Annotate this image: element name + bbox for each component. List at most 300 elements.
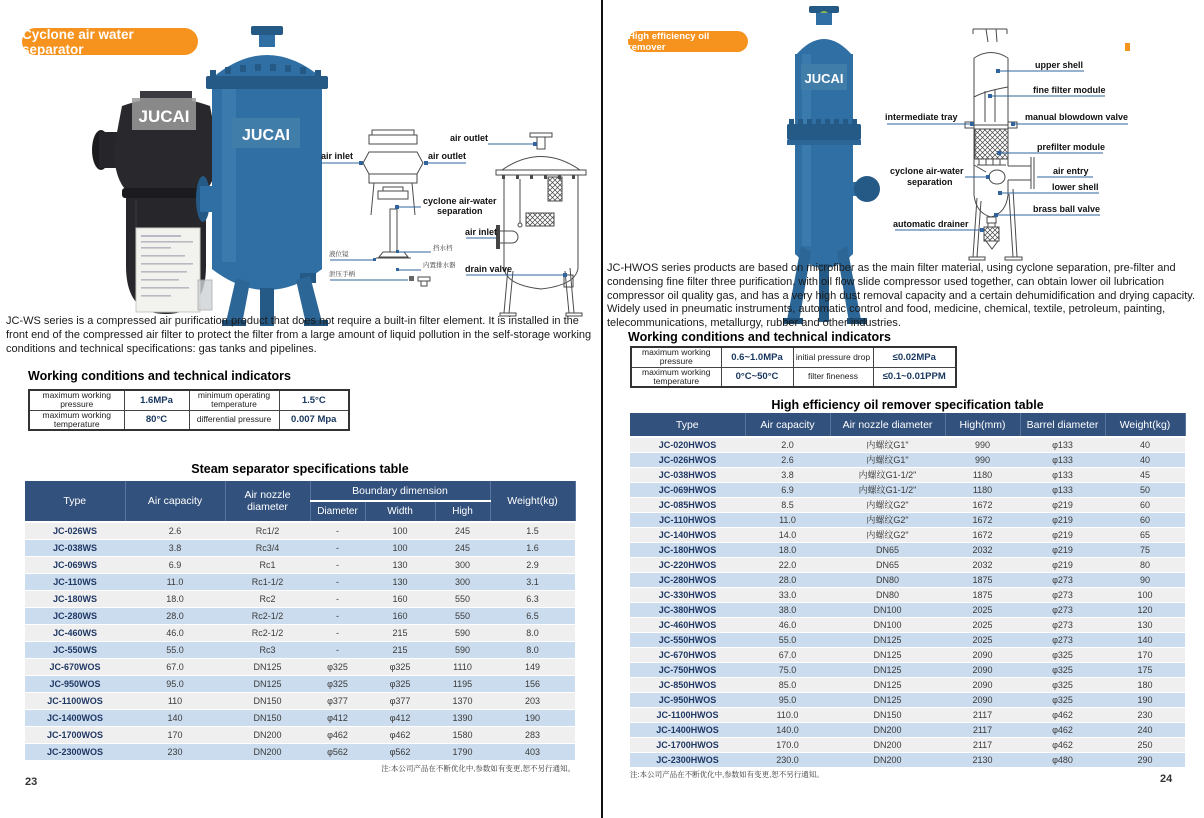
table-row [25, 675, 575, 692]
cell-barrel-diameter: φ219 [1020, 557, 1105, 572]
condition-value: 1.5°C [279, 390, 349, 410]
table-row [25, 522, 575, 539]
label-water-baffle: 挡水档 [433, 244, 453, 252]
cell-width: φ462 [365, 726, 435, 743]
cell-nozzle-diameter: DN200 [830, 737, 945, 752]
condition-value: 0°C~50°C [721, 367, 793, 387]
working-conditions-table [630, 346, 957, 388]
cell-type: JC-2300HWOS [630, 752, 745, 767]
condition-value: 1.6MPa [124, 390, 189, 410]
cell-weight: 40 [1105, 437, 1185, 452]
condition-value: ≤0.1~0.01PPM [873, 367, 956, 387]
cell-barrel-diameter: φ133 [1020, 437, 1105, 452]
cell-air-capacity: 14.0 [745, 527, 830, 542]
cell-width: φ377 [365, 692, 435, 709]
table-row [630, 482, 1185, 497]
cell-weight: 250 [1105, 737, 1185, 752]
label-fine-filter-module: fine filter module [1033, 85, 1106, 95]
cell-type: JC-085HWOS [630, 497, 745, 512]
table-row [630, 692, 1185, 707]
cell-high: 1110 [435, 658, 490, 675]
section-badge-oil-remover [628, 31, 748, 52]
cell-air-capacity: 6.9 [125, 556, 225, 573]
cell-weight: 8.0 [490, 641, 575, 658]
cell-air-capacity: 230 [125, 743, 225, 760]
cell-high: 590 [435, 624, 490, 641]
cell-type: JC-026HWOS [630, 452, 745, 467]
cell-air-capacity: 55.0 [125, 641, 225, 658]
cell-high: 1195 [435, 675, 490, 692]
table-row [25, 607, 575, 624]
cell-nozzle-diameter: DN200 [830, 752, 945, 767]
cell-barrel-diameter: φ273 [1020, 572, 1105, 587]
cell-diameter: - [310, 522, 365, 539]
cell-nozzle-diameter: 内螺纹G1" [830, 437, 945, 452]
cell-nozzle-diameter: DN125 [830, 677, 945, 692]
cell-high: 245 [435, 539, 490, 556]
cell-diameter: - [310, 573, 365, 590]
cell-barrel-diameter: φ273 [1020, 587, 1105, 602]
cell-high: 1390 [435, 709, 490, 726]
cell-high: 590 [435, 641, 490, 658]
cell-air-capacity: 140.0 [745, 722, 830, 737]
condition-value: ≤0.02MPa [873, 347, 956, 367]
cell-type: JC-069HWOS [630, 482, 745, 497]
label-manual-blowdown-valve: manual blowdown valve [1025, 112, 1129, 122]
conditions-heading: Working conditions and technical indicators [28, 369, 291, 383]
cell-nozzle-diameter: DN200 [225, 743, 310, 760]
condition-label: maximum working pressure [631, 347, 721, 367]
cell-weight: 403 [490, 743, 575, 760]
cell-weight: 175 [1105, 662, 1185, 677]
cell-diameter: - [310, 539, 365, 556]
conditions-heading: Working conditions and technical indicators [628, 330, 891, 344]
cell-barrel-diameter: φ462 [1020, 722, 1105, 737]
cell-barrel-diameter: φ480 [1020, 752, 1105, 767]
label-level-mirror: 液位镜 [329, 250, 349, 258]
cell-type: JC-330HWOS [630, 587, 745, 602]
cell-high: 550 [435, 607, 490, 624]
cell-width: 160 [365, 607, 435, 624]
cell-nozzle-diameter: DN200 [830, 722, 945, 737]
label-air-entry: air entry [1053, 166, 1089, 176]
condition-label: maximum working temperature [29, 410, 124, 430]
table-row [25, 743, 575, 760]
cell-high: 990 [945, 452, 1020, 467]
label-cyclone-2: separation [907, 177, 953, 187]
label-lower-shell: lower shell [1052, 182, 1099, 192]
condition-label: filter fineness [793, 367, 873, 387]
cell-diameter: φ325 [310, 675, 365, 692]
cell-high: 2032 [945, 557, 1020, 572]
cell-high: 2032 [945, 542, 1020, 557]
col-header-high: High(mm) [945, 413, 1020, 437]
col-header-nozzle: Air nozzle diameter [830, 413, 945, 437]
table-row [25, 539, 575, 556]
table-row [630, 647, 1185, 662]
cell-high: 1875 [945, 572, 1020, 587]
table-row [630, 617, 1185, 632]
label-air-outlet-top: air outlet [450, 133, 489, 143]
label-air-outlet: air outlet [428, 151, 467, 161]
cell-weight: 80 [1105, 557, 1185, 572]
cell-type: JC-850HWOS [630, 677, 745, 692]
cell-type: JC-1700WOS [25, 726, 125, 743]
cell-nozzle-diameter: Rc1-1/2 [225, 573, 310, 590]
cell-type: JC-2300WOS [25, 743, 125, 760]
cell-high: 1672 [945, 512, 1020, 527]
table-row [630, 752, 1185, 767]
cell-nozzle-diameter: 内螺纹G1-1/2" [830, 467, 945, 482]
table-row [630, 602, 1185, 617]
cell-high: 2025 [945, 617, 1020, 632]
condition-value: 80°C [124, 410, 189, 430]
cell-air-capacity: 170 [125, 726, 225, 743]
cell-air-capacity: 11.0 [125, 573, 225, 590]
cell-nozzle-diameter: Rc1/2 [225, 522, 310, 539]
cell-type: JC-380HWOS [630, 602, 745, 617]
series-description: JC-WS series is a compressed air purification product that does not require a built-in filter element. It is installed in the front end of the compressed air filter to protect the filter from a large amount of liquid pollution in the self-storage working conditions and technical specifications: gas tanks and pipelines. [6, 315, 592, 355]
cell-barrel-diameter: φ219 [1020, 512, 1105, 527]
table-row [631, 367, 956, 387]
cell-high: 1180 [945, 482, 1020, 497]
cell-width: φ325 [365, 675, 435, 692]
cell-type: JC-220HWOS [630, 557, 745, 572]
cell-nozzle-diameter: 内螺纹G2" [830, 527, 945, 542]
cell-air-capacity: 2.6 [125, 522, 225, 539]
section-badge-cyclone-separator [22, 28, 198, 55]
cell-diameter: - [310, 590, 365, 607]
cell-air-capacity: 18.0 [745, 542, 830, 557]
cell-high: 1672 [945, 497, 1020, 512]
cell-weight: 50 [1105, 482, 1185, 497]
cell-weight: 230 [1105, 707, 1185, 722]
cell-barrel-diameter: φ133 [1020, 467, 1105, 482]
cell-nozzle-diameter: DN80 [830, 587, 945, 602]
cell-nozzle-diameter: DN150 [225, 692, 310, 709]
cell-weight: 40 [1105, 452, 1185, 467]
cell-barrel-diameter: φ462 [1020, 707, 1105, 722]
label-cyclone-1: cyclone air-water [423, 196, 497, 206]
cell-barrel-diameter: φ219 [1020, 542, 1105, 557]
table-row [25, 658, 575, 675]
cell-nozzle-diameter: 内螺纹G2" [830, 497, 945, 512]
col-header-nozzle: Air nozzle diameter [225, 481, 310, 522]
cell-type: JC-550HWOS [630, 632, 745, 647]
table-row [25, 573, 575, 590]
cell-diameter: φ462 [310, 726, 365, 743]
cell-barrel-diameter: φ325 [1020, 662, 1105, 677]
cell-high: 1580 [435, 726, 490, 743]
cell-weight: 6.5 [490, 607, 575, 624]
cell-air-capacity: 18.0 [125, 590, 225, 607]
cell-nozzle-diameter: 内螺纹G1" [830, 452, 945, 467]
cell-weight: 1.5 [490, 522, 575, 539]
label-prefilter-module: prefilter module [1037, 142, 1106, 152]
cell-nozzle-diameter: DN125 [225, 675, 310, 692]
cell-weight: 6.3 [490, 590, 575, 607]
cell-type: JC-1400HWOS [630, 722, 745, 737]
cell-high: 550 [435, 590, 490, 607]
cell-nozzle-diameter: DN125 [225, 658, 310, 675]
spec-table-title: High efficiency oil remover specification table [771, 398, 1044, 412]
label-brass-ball-valve: brass ball valve [1033, 204, 1101, 214]
cell-nozzle-diameter: Rc2-1/2 [225, 607, 310, 624]
cell-diameter: - [310, 607, 365, 624]
cell-type: JC-020HWOS [630, 437, 745, 452]
label-built-in-drainer: 内置排水器 [423, 261, 456, 269]
cell-type: JC-950HWOS [630, 692, 745, 707]
cell-high: 2130 [945, 752, 1020, 767]
cell-type: JC-1100HWOS [630, 707, 745, 722]
cell-high: 1370 [435, 692, 490, 709]
cell-weight: 156 [490, 675, 575, 692]
table-row [25, 641, 575, 658]
cell-diameter: φ562 [310, 743, 365, 760]
cell-nozzle-diameter: DN125 [830, 662, 945, 677]
cell-barrel-diameter: φ133 [1020, 482, 1105, 497]
cell-diameter: φ377 [310, 692, 365, 709]
cell-weight: 90 [1105, 572, 1185, 587]
cell-high: 2090 [945, 647, 1020, 662]
cell-width: φ412 [365, 709, 435, 726]
cell-air-capacity: 55.0 [745, 632, 830, 647]
page-number: 24 [1160, 773, 1173, 785]
table-row [630, 512, 1185, 527]
table-row [630, 662, 1185, 677]
cell-width: φ325 [365, 658, 435, 675]
cell-nozzle-diameter: DN150 [225, 709, 310, 726]
col-header-capacity: Air capacity [125, 481, 225, 522]
cell-air-capacity: 67.0 [125, 658, 225, 675]
label-automatic-drainer: automatic drainer [893, 219, 969, 229]
cell-weight: 45 [1105, 467, 1185, 482]
cell-width: 100 [365, 539, 435, 556]
cell-nozzle-diameter: Rc3/4 [225, 539, 310, 556]
cell-type: JC-280WS [25, 607, 125, 624]
cell-air-capacity: 85.0 [745, 677, 830, 692]
label-cyclone-2: separation [437, 206, 483, 216]
brand-logo: JUCAI [138, 107, 190, 126]
cell-type: JC-1400WOS [25, 709, 125, 726]
table-row [631, 347, 956, 367]
table-row [630, 527, 1185, 542]
cell-air-capacity: 38.0 [745, 602, 830, 617]
cell-nozzle-diameter: DN200 [225, 726, 310, 743]
table-row [630, 542, 1185, 557]
cell-type: JC-460WS [25, 624, 125, 641]
cell-width: 215 [365, 641, 435, 658]
cell-high: 300 [435, 556, 490, 573]
table-row [630, 557, 1185, 572]
col-header-type: Type [25, 481, 125, 522]
oil-remover-spec-table [630, 413, 1186, 768]
table-row [630, 452, 1185, 467]
product-photo-blue-tank [196, 26, 338, 326]
cell-diameter: φ325 [310, 658, 365, 675]
cell-nozzle-diameter: DN65 [830, 542, 945, 557]
page-divider [601, 0, 603, 818]
cell-air-capacity: 110 [125, 692, 225, 709]
cell-weight: 190 [1105, 692, 1185, 707]
cell-air-capacity: 230.0 [745, 752, 830, 767]
table-footnote: 注:本公司产品在不断优化中,参数如有变更,恕不另行通知。 [381, 764, 575, 773]
cell-weight: 203 [490, 692, 575, 709]
cell-air-capacity: 28.0 [125, 607, 225, 624]
cell-high: 990 [945, 437, 1020, 452]
cell-nozzle-diameter: DN80 [830, 572, 945, 587]
cell-type: JC-1700HWOS [630, 737, 745, 752]
cell-type: JC-140HWOS [630, 527, 745, 542]
cell-weight: 60 [1105, 512, 1185, 527]
cell-weight: 290 [1105, 752, 1185, 767]
steam-separator-spec-table [25, 481, 576, 761]
col-header-boundary: Boundary dimension [310, 481, 490, 501]
spec-table-title: Steam separator specifications table [191, 462, 409, 476]
badge-label: Cyclone air water separator [22, 26, 134, 57]
cell-air-capacity: 140 [125, 709, 225, 726]
cell-width: φ562 [365, 743, 435, 760]
col-header-capacity: Air capacity [745, 413, 830, 437]
cell-nozzle-diameter: Rc2 [225, 590, 310, 607]
cell-barrel-diameter: φ273 [1020, 602, 1105, 617]
col-header-barrel: Barrel diameter [1020, 413, 1105, 437]
label-upper-shell: upper shell [1035, 60, 1084, 70]
cell-nozzle-diameter: DN100 [830, 617, 945, 632]
cell-barrel-diameter: φ325 [1020, 692, 1105, 707]
cell-high: 2025 [945, 602, 1020, 617]
cell-nozzle-diameter: DN125 [830, 632, 945, 647]
working-conditions-table [28, 389, 350, 431]
cell-type: JC-110WS [25, 573, 125, 590]
cell-nozzle-diameter: Rc1 [225, 556, 310, 573]
cell-type: JC-069WS [25, 556, 125, 573]
table-row [630, 467, 1185, 482]
series-description: JC-HWOS series products are based on microfiber as the main filter material, using cyclone separation, pre-filter and condensing fine filter three purification, with oil flow slide compressor used together, can obtain lower oil lubrication compressor oil quality gas, and has a very high dust removal capacity and a certain dehumidification and drying capacity. Widely used in pneumatic instruments, automatic control and food, medicine, chemical, textile, petroleum, painting, telecommunications, metallurgy, rubber and other industries. [607, 262, 1196, 330]
label-air-inlet: air inlet [321, 151, 354, 161]
cell-type: JC-950WOS [25, 675, 125, 692]
cell-type: JC-550WS [25, 641, 125, 658]
col-header-weight: Weight(kg) [1105, 413, 1185, 437]
table-row [630, 737, 1185, 752]
table-row [630, 677, 1185, 692]
cell-type: JC-670HWOS [630, 647, 745, 662]
table-row [29, 410, 349, 430]
cell-air-capacity: 110.0 [745, 707, 830, 722]
cell-weight: 75 [1105, 542, 1185, 557]
condition-label: minimum operating temperature [189, 390, 279, 410]
cell-high: 2117 [945, 737, 1020, 752]
condition-label: maximum working temperature [631, 367, 721, 387]
cell-nozzle-diameter: DN125 [830, 647, 945, 662]
table-footnote: 注:本公司产品在不断优化中,参数如有变更,恕不另行通知。 [630, 770, 824, 779]
cell-weight: 1.6 [490, 539, 575, 556]
cell-nozzle-diameter: DN65 [830, 557, 945, 572]
schematic-cyclone-separator [320, 125, 605, 317]
header-row [630, 413, 1185, 437]
badge-label: High efficiency oil remover [628, 30, 710, 53]
cell-air-capacity: 95.0 [125, 675, 225, 692]
cell-weight: 170 [1105, 647, 1185, 662]
label-air-inlet-side: air inlet [465, 227, 498, 237]
cell-barrel-diameter: φ219 [1020, 527, 1105, 542]
cell-air-capacity: 3.8 [125, 539, 225, 556]
cell-high: 2090 [945, 677, 1020, 692]
cell-barrel-diameter: φ133 [1020, 452, 1105, 467]
table-row [630, 497, 1185, 512]
label-drain-valve: drain valve [465, 264, 513, 274]
cell-high: 2025 [945, 632, 1020, 647]
condition-label: differential pressure [189, 410, 279, 430]
label-intermediate-tray: intermediate tray [885, 112, 958, 122]
cell-width: 130 [365, 573, 435, 590]
cell-air-capacity: 95.0 [745, 692, 830, 707]
cell-width: 160 [365, 590, 435, 607]
cell-high: 245 [435, 522, 490, 539]
cell-type: JC-750HWOS [630, 662, 745, 677]
table-row [25, 590, 575, 607]
cell-nozzle-diameter: Rc3 [225, 641, 310, 658]
cell-weight: 283 [490, 726, 575, 743]
cell-air-capacity: 75.0 [745, 662, 830, 677]
table-row [25, 624, 575, 641]
cell-weight: 2.9 [490, 556, 575, 573]
cell-air-capacity: 2.6 [745, 452, 830, 467]
cell-weight: 190 [490, 709, 575, 726]
col-header-weight: Weight(kg) [490, 481, 575, 522]
cell-weight: 240 [1105, 722, 1185, 737]
cell-air-capacity: 8.5 [745, 497, 830, 512]
cell-nozzle-diameter: 内螺纹G2" [830, 512, 945, 527]
cell-air-capacity: 11.0 [745, 512, 830, 527]
header-row [25, 481, 575, 501]
table-row [630, 572, 1185, 587]
cell-air-capacity: 170.0 [745, 737, 830, 752]
cell-high: 2117 [945, 707, 1020, 722]
cell-high: 2090 [945, 662, 1020, 677]
brand-logo: JUCAI [241, 127, 291, 144]
condition-value: 0.6~1.0MPa [721, 347, 793, 367]
cell-type: JC-038HWOS [630, 467, 745, 482]
cell-air-capacity: 2.0 [745, 437, 830, 452]
table-row [25, 709, 575, 726]
cell-weight: 149 [490, 658, 575, 675]
cell-high: 300 [435, 573, 490, 590]
cell-air-capacity: 46.0 [125, 624, 225, 641]
cell-air-capacity: 28.0 [745, 572, 830, 587]
cell-weight: 8.0 [490, 624, 575, 641]
cell-diameter: φ412 [310, 709, 365, 726]
col-header-diameter: Diameter [310, 501, 365, 522]
cell-nozzle-diameter: Rc2-1/2 [225, 624, 310, 641]
cell-nozzle-diameter: 内螺纹G1-1/2" [830, 482, 945, 497]
cell-air-capacity: 46.0 [745, 617, 830, 632]
brand-logo: JUCAI [804, 71, 844, 86]
table-row [25, 556, 575, 573]
cell-width: 215 [365, 624, 435, 641]
cell-air-capacity: 33.0 [745, 587, 830, 602]
cell-type: JC-460HWOS [630, 617, 745, 632]
cell-diameter: - [310, 556, 365, 573]
table-row [29, 390, 349, 410]
table-row [630, 587, 1185, 602]
cell-air-capacity: 3.8 [745, 467, 830, 482]
cell-nozzle-diameter: DN100 [830, 602, 945, 617]
table-row [25, 692, 575, 709]
condition-label: maximum working pressure [29, 390, 124, 410]
cell-type: JC-026WS [25, 522, 125, 539]
cell-high: 2090 [945, 692, 1020, 707]
